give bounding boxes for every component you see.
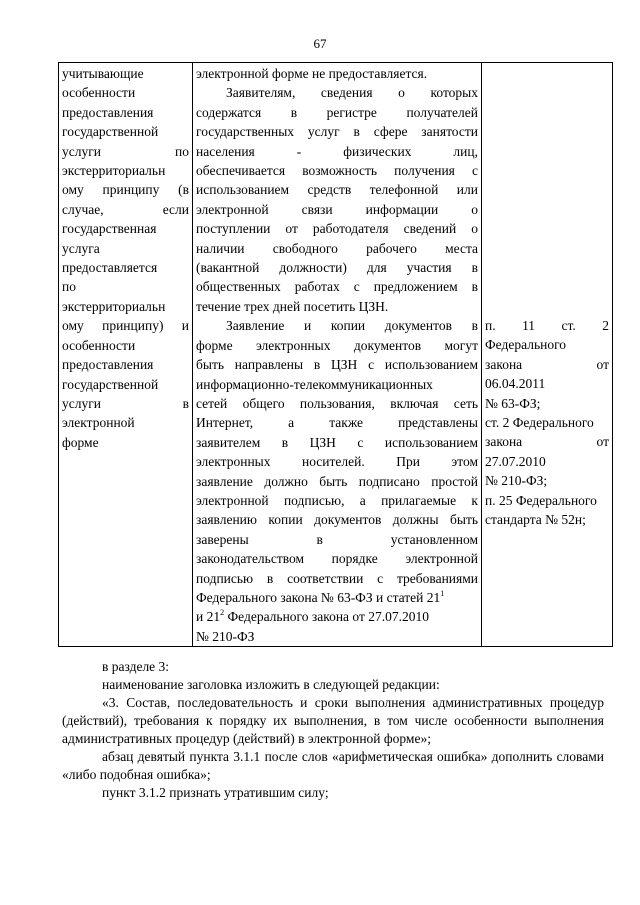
cell-line: сетей общего пользования, включая сеть [196, 395, 478, 411]
regulation-table [58, 62, 613, 647]
table-cell-subject [59, 63, 193, 647]
cell-line: населения - физических лиц, [196, 143, 478, 159]
cell-line: электронной [62, 415, 135, 431]
table-cell-reference [482, 63, 613, 647]
cell-line: подписью в соответствии с требованиями [196, 570, 478, 586]
superscript: 2 [220, 608, 225, 618]
cell-line: поступлении от работодателя сведений о [196, 221, 478, 237]
cell-text: и 21 [196, 609, 221, 625]
cell-line: течение трех дней посетить ЦЗН. [196, 298, 389, 314]
cell-line: особенности [62, 337, 136, 353]
cell-line: экстерриториальн [62, 163, 166, 179]
cell-line: электронных носителей. При этом [196, 454, 478, 470]
cell-line: государственной [62, 376, 159, 392]
cell-line: п. 11 ст. 2 [485, 318, 609, 333]
cell-line: Федерального [485, 337, 567, 353]
cell-line: учитывающие [62, 66, 144, 81]
paragraph: наименование заголовка изложить в следующей редакции: [102, 677, 440, 692]
cell-line: № 210-ФЗ [196, 628, 255, 644]
cell-line [196, 588, 478, 607]
cell-line [196, 607, 478, 626]
cell-line: заявителем в ЦЗН с использованием [196, 434, 478, 450]
cell-line: № 210-ФЗ; [485, 473, 548, 489]
cell-text: Федерального закона № 63-ФЗ и статей 21 [196, 589, 441, 605]
cell-line: государственной [62, 124, 159, 140]
cell-line: ст. 2 Федерального [485, 415, 594, 431]
cell-line: особенности [62, 85, 136, 101]
page-number: 67 [313, 36, 327, 51]
cell-line: быть направлены в ЦЗН с использованием [196, 357, 478, 373]
cell-line: закона от [485, 356, 609, 372]
cell-line: Заявителям, сведения о которых [226, 85, 478, 101]
cell-line: информационно-телекоммуникационных [196, 376, 433, 392]
cell-line: услуга [62, 240, 100, 256]
cell-line: по [62, 279, 76, 295]
cell-spacer [485, 64, 609, 316]
cell-line: п. 25 Федерального [485, 492, 597, 508]
cell-line: наличии свободного рабочего места [196, 240, 478, 256]
cell-line: № 63-ФЗ; [485, 395, 541, 411]
cell-line: общественных работах с предложением в [196, 279, 478, 295]
cell-line: форме [62, 434, 99, 450]
cell-line: Заявление и копии документов в [226, 318, 478, 334]
paragraph: пункт 3.1.2 признать утратившим силу; [102, 785, 329, 800]
cell-line: ому принципу (в [62, 182, 189, 198]
cell-line: случае, если [62, 201, 189, 217]
cell-line: экстерриториальн [62, 298, 166, 314]
paragraph: «3. Состав, последовательность и сроки выполнения административных процедур (действий), требования к порядку их выполнения, в том числе особенности выполнения административных процедур (действий) в электронной форме»; [62, 695, 604, 746]
cell-line: заверены в установленном [196, 531, 478, 547]
superscript: 1 [440, 588, 445, 598]
cell-line: предоставляется [62, 260, 158, 276]
cell-line: заявлению копии документов должны быть [196, 512, 478, 528]
cell-line: предоставления [62, 104, 154, 120]
cell-line: электронной подписью, а прилагаемые к [196, 492, 478, 508]
cell-line: электронной форме не предоставляется. [196, 66, 428, 81]
cell-line: услуги по [62, 143, 189, 159]
cell-line: услуги в [62, 395, 189, 411]
cell-line: форме электронных документов могут [196, 337, 478, 353]
cell-line: Интернет, а также представлены [196, 415, 478, 431]
cell-line: 27.07.2010 [485, 453, 546, 469]
table-row [59, 63, 613, 647]
cell-line: закона от [485, 434, 609, 450]
cell-line: (вакантной должности) для участия в [196, 260, 478, 276]
cell-line: 06.04.2011 [485, 376, 546, 392]
cell-line: электронной связи информации о [196, 201, 478, 217]
cell-line: использованием средств телефонной или [196, 182, 478, 198]
cell-line: законодательством порядке электронной [196, 551, 478, 567]
cell-line: ому принципу) и [62, 318, 189, 334]
cell-text: Федерального закона от 27.07.2010 [224, 609, 430, 625]
paragraph: в разделе 3: [102, 659, 170, 674]
paragraph: абзац девятый пункта 3.1.1 после слов «арифметическая ошибка» дополнить словами «либо подобная ошибка»; [62, 749, 604, 782]
table-cell-content [193, 63, 482, 647]
cell-line: стандарта № 52н; [485, 512, 586, 528]
cell-line: предоставления [62, 357, 154, 373]
cell-line: заявление должно быть подписано простой [196, 473, 478, 489]
cell-line: государственная [62, 221, 157, 237]
cell-line: государственных услуг в сфере занятости [196, 124, 478, 140]
amendment-text [62, 658, 604, 802]
cell-line: обеспечивается возможность получения с [196, 163, 478, 179]
cell-line: содержатся в регистре получателей [196, 104, 478, 120]
